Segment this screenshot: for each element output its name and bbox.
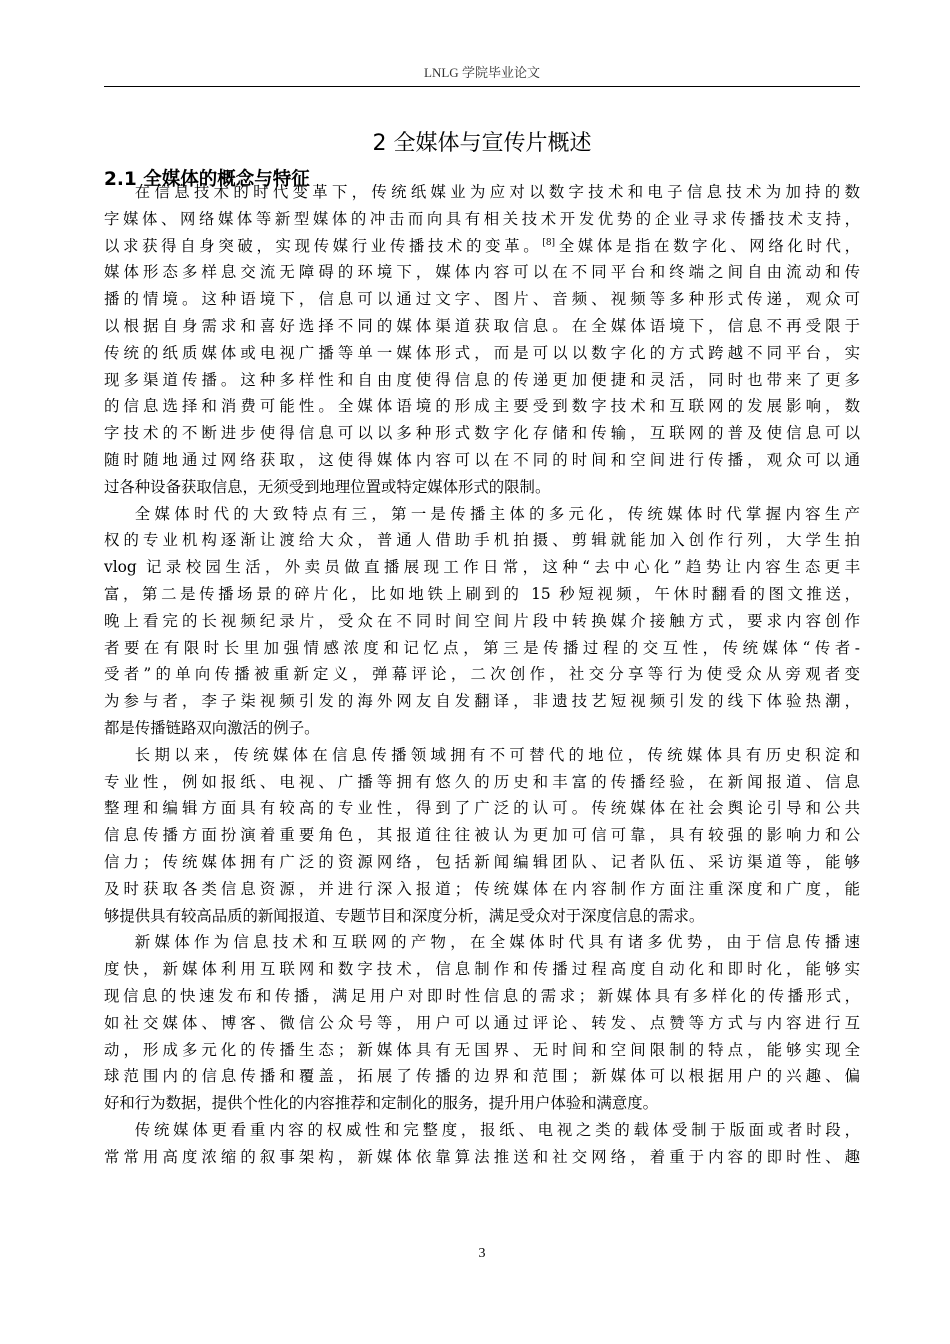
paragraph-line: 受者”的单向传播被重新定义，弹幕评论，二次创作，社交分享等行为使受众从旁观者变 [104,665,860,684]
paragraph-line: 现信息的快速发布和传播，满足用户对即时性信息的需求；新媒体具有多样化的传播形式， [104,986,860,1005]
paragraph-line: 好和行为数据，提供个性化的内容推荐和定制化的服务，提升用户体验和满意度。 [104,1094,659,1113]
paragraph-line: 常常用高度浓缩的叙事架构，新媒体依靠算法推送和社交网络，着重于内容的即时性、趣 [104,1147,860,1166]
paragraph-line [104,233,860,260]
paragraph-line: 权的专业机构逐渐让渡给大众，普通人借助手机拍摄、剪辑就能加入创作行列，大学生拍 [104,531,860,550]
paragraph-line: 及时获取各类信息资源，并进行深入报道；传统媒体在内容制作方面注重深度和广度，能 [104,879,860,898]
paragraph-line: 动，形成多元化的传播生态；新媒体具有无国界、无时间和空间限制的特点，能够实现全 [104,1040,860,1059]
paragraph-line: 晚上看完的长视频纪录片，受众在不同时间空间片段中转换媒介接触方式，要求内容创作 [104,611,860,630]
paragraph-line: 球范围内的信息传播和覆盖，拓展了传播的边界和范围；新媒体可以根据用户的兴趣、偏 [104,1067,860,1086]
paragraph-line: 媒体形态多样息交流无障碍的环境下，媒体内容可以在不同平台和终端之间自由流动和传 [104,263,860,282]
paragraph-4 [104,929,860,1117]
paragraph-line: 新媒体作为信息技术和互联网的产物，在全媒体时代具有诸多优势，由于信息传播速 [134,933,860,952]
paragraph-line: 的信息选择和消费可能性。全媒体语境的形成主要受到数字技术和互联网的发展影响，数 [104,397,860,416]
paragraph-line: vlog 记录校园生活，外卖员做直播展现工作日常，这种“去中心化”趋势让内容生态更丰 [104,558,860,577]
paragraph-line: 过各种设备获取信息，无须受到地理位置或特定媒体形式的限制。 [104,477,551,496]
paragraph-2 [104,501,860,742]
paragraph-line: 长期以来，传统媒体在信息传播领域拥有不可替代的地位，传统媒体具有历史积淀和 [134,745,860,764]
paragraph-line: 信息传播方面扮演着重要角色，其报道往往被认为更加可信可靠，具有较强的影响力和公 [104,826,860,845]
paragraph-line: 播的情境。这种语境下，信息可以通过文字、图片、音频、视频等多种形式传递，观众可 [104,290,860,309]
paragraph-1 [104,179,860,501]
paragraph-line: 传统的纸质媒体或电视广播等单一媒体形式，而是可以以数字化的方式跨越不同平台，实 [104,343,860,362]
body-text [104,179,860,1170]
paragraph-line: 度快，新媒体利用互联网和数字技术，信息制作和传播过程高度自动化和即时化，能够实 [104,960,860,979]
chapter-title: 2 全媒体与宣传片概述 [372,130,592,156]
paragraph-line: 在信息技术的时代变革下，传统纸媒业为应对以数字技术和电子信息技术为加持的数 [134,183,860,201]
paragraph-line: 专业性，例如报纸、电视、广播等拥有悠久的历史和丰富的传播经验，在新闻报道、信息 [104,772,860,791]
paragraph-line: 传统媒体更看重内容的权威性和完整度，报纸、电视之类的载体受制于版面或者时段， [134,1120,860,1139]
paragraph-text: 全媒体是指在数字化、网络化时代， [555,236,860,255]
paragraph-line: 够提供具有较高品质的新闻报道、专题节目和深度分析，满足受众对于深度信息的需求。 [104,906,705,925]
paragraph-line: 字技术的不断进步使得信息可以以多种形式数字化存储和传输，互联网的普及使信息可以 [104,424,860,443]
paragraph-line: 都是传播链路双向激活的例子。 [104,718,320,737]
paragraph-line: 信力；传统媒体拥有广泛的资源网络，包括新闻编辑团队、记者队伍、采访渠道等，能够 [104,852,860,871]
paragraph-line: 全媒体时代的大致特点有三，第一是传播主体的多元化，传统媒体时代掌握内容生产 [134,504,860,523]
paragraph-line: 随时随地通过网络获取，这使得媒体内容可以在不同的时间和空间进行传播，观众可以通 [104,450,860,469]
paragraph-line: 现多渠道传播。这种多样性和自由度使得信息的传递更加便捷和灵活，同时也带来了更多 [104,370,860,389]
page-number: 3 [478,1246,486,1261]
section-title: 2.1 全媒体的概念与特征 [104,169,310,191]
paragraph-line: 富，第二是传播场景的碎片化，比如地铁上刷到的 15 秒短视频，午休时翻看的图文推送， [104,584,860,603]
paragraph-line: 以根据自身需求和喜好选择不同的媒体渠道获取信息。在全媒体语境下，信息不再受限于 [104,316,860,335]
paragraph-text: 以求获得自身突破，实现传媒行业传播技术的变革。 [104,236,543,255]
paragraph-line: 如社交媒体、博客、微信公众号等，用户可以通过评论、转发、点赞等方式与内容进行互 [104,1013,860,1032]
paragraph-line: 者要在有限时长里加强情感浓度和记忆点，第三是传播过程的交互性，传统媒体“传者- [104,638,860,657]
citation-marker: [8] [542,237,556,248]
paragraph-3 [104,742,860,930]
header-divider [104,86,860,87]
running-header: LNLG 学院毕业论文 [424,65,540,80]
paragraph-line: 字媒体、网络媒体等新型媒体的冲击而向具有相关技术开发优势的企业寻求传播技术支持， [104,209,860,228]
paragraph-5 [104,1117,860,1171]
paragraph-line: 为参与者，李子柒视频引发的海外网友自发翻译，非遗技艺短视频引发的线下体验热潮， [104,692,860,711]
paragraph-line: 整理和编辑方面具有较高的专业性，得到了广泛的认可。传统媒体在社会舆论引导和公共 [104,799,860,818]
